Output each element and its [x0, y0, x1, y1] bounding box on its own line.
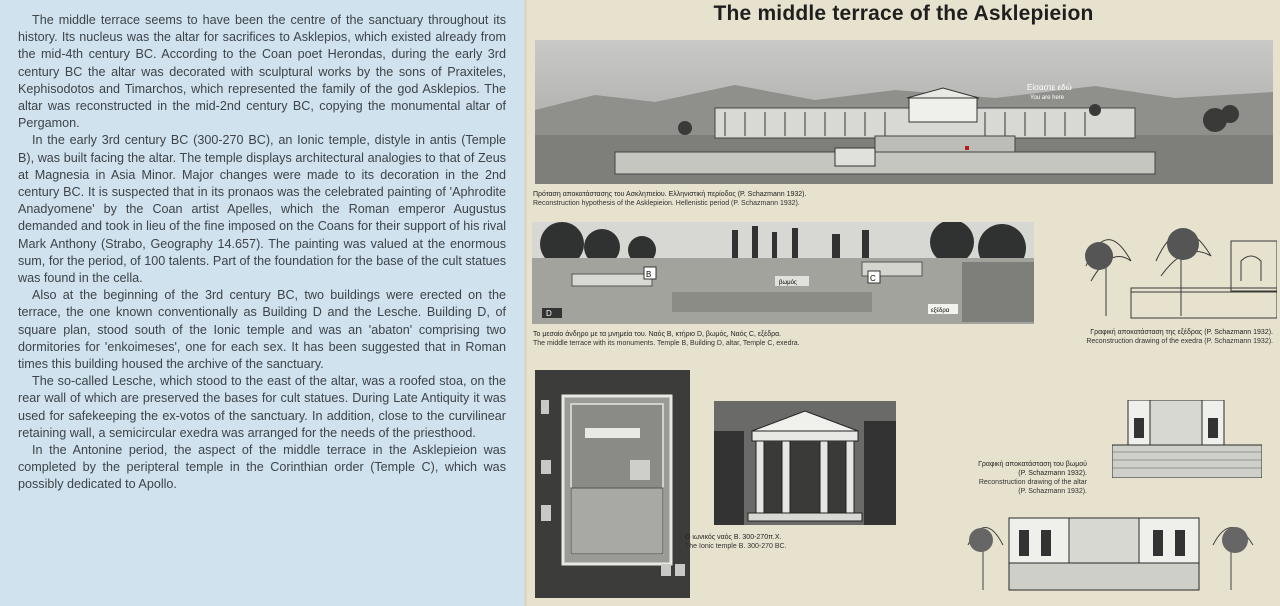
you-are-here-en: You are here	[1030, 95, 1065, 101]
label-b: B	[646, 270, 652, 279]
label-c: C	[870, 274, 876, 283]
altar-drawing-top	[1112, 400, 1262, 478]
paragraph-4: The so-called Lesche, which stood to the east of the altar, was a roofed stoa, on the rear wall of which are preserved the bases for cult statues. During Late Antiquity it was used for safekeeping the ex-votos of the sanctuary. In addition, close to the curvilinear retaining wall, a semicircular exedra was arranged for the needs of the priesthood.	[18, 374, 506, 440]
altar-caption-gr-2: (P. Schazmann 1932).	[1018, 470, 1087, 477]
terrace-photo	[532, 222, 1034, 324]
reconstruction-caption-en: Reconstruction hypothesis of the Asklepieion. Hellenistic period (P. Schazmann 1932).	[533, 200, 800, 207]
paragraph-5: In the Antonine period, the aspect of the middle terrace in the Asklepieion was completed by the peripteral temple in the Corinthian order (Temple C), which was possibly dedicated to Apollo.	[18, 443, 506, 492]
board-title: The middle terrace of the Asklepieion	[713, 2, 1094, 25]
altar-drawing-bottom	[963, 510, 1263, 592]
left-text-panel	[0, 0, 524, 606]
description-text	[18, 12, 506, 494]
exedra-drawing	[1071, 206, 1277, 324]
paragraph-1: The middle terrace seems to have been the centre of the sanctuary throughout its history. Its nucleus was the altar for sacrifices to Asklepios, which existed already from the mid-4th century BC. According to the Coan poet Herondas, during the early 3rd century BC the altar was decorated with sculptural works by the sons of Praxiteles, Kephisodotos and Timarchos, which represented the family of the god Asklepios. The altar was reconstructed in the mid-2nd century BC, copying the monumental altar of Pergamon.	[18, 13, 506, 131]
label-exedra: εξέδρα	[931, 308, 950, 314]
exedra-caption-gr: Γραφική αποκατάσταση της εξέδρας (P. Schazmann 1932).	[1090, 329, 1273, 336]
label-d: D	[546, 309, 552, 318]
terrace-caption	[533, 330, 800, 348]
temple-caption	[685, 533, 787, 551]
exedra-caption-en: Reconstruction drawing of the exedra (P. Schazmann 1932).	[1086, 338, 1273, 345]
info-board	[527, 0, 1280, 606]
exedra-caption	[1047, 328, 1273, 346]
altar-caption-en-2: (P. Schazmann 1932).	[1018, 488, 1087, 495]
temple-caption-en: The Ionic temple B. 300-270 BC.	[685, 543, 787, 550]
altar-caption-en-1: Reconstruction drawing of the altar	[978, 479, 1087, 486]
altar-caption-gr-1: Γραφική αποκατάσταση του βωμού	[978, 461, 1087, 468]
paragraph-2: In the early 3rd century BC (300-270 BC), an Ionic temple, distyle in antis (Temple B), was built facing the altar. The temple displays architectural analogies to that of Zeus at Magnesia in Asia Minor. Major changes were made to its decoration in the 2nd century BC. It is suspected that in its pronaos was the celebrated painting of 'Aphrodite Anadyomene' by the Coan artist Apelles, which the Roman emperor Augustus demanded and took in lieu of the fine imposed on the Coans for their support of his rival Mark Anthony (Strabo, Geography 14.657). The painting was valued at the enormous sum, for the period, of 100 talents. Part of the foundation for the base of the cult statues was found in the cella.	[18, 133, 506, 286]
label-altar: βωμός	[779, 280, 797, 286]
terrace-caption-gr: Το μεσαίο άνδηρο με τα μνημεία του. Ναός Β, κτήριο D, βωμός, Ναός C, εξέδρα.	[533, 331, 782, 338]
terrace-caption-en: The middle terrace with its monuments. Temple B, Building D, altar, Temple C, exedra.	[533, 340, 800, 347]
temple-caption-gr: Ο ιωνικός ναός Β. 300-270π.Χ.	[685, 534, 782, 541]
you-are-here-gr: Είσαστε εδώ	[1027, 83, 1072, 92]
reconstruction-panorama	[535, 40, 1273, 184]
ionic-temple-drawing	[714, 401, 896, 525]
building-d-plan	[535, 370, 690, 598]
reconstruction-caption-gr: Πρόταση αποκατάστασης του Ασκληπιείου. Ελληνιστική περίοδος (P. Schazmann 1932).	[533, 191, 807, 198]
reconstruction-caption	[533, 190, 806, 208]
altar-caption	[947, 460, 1087, 496]
paragraph-3: Also at the beginning of the 3rd century BC, two buildings were erected on the terrace, the one known conventionally as Building D and the Lesche. Building D, of square plan, stood south of the Ionic temple and was an 'abaton' comprising two dormitories for 'enkoimeses', one for each sex. It has been suggested that in Roman times this building housed the archive of the sanctuary.	[18, 288, 506, 372]
